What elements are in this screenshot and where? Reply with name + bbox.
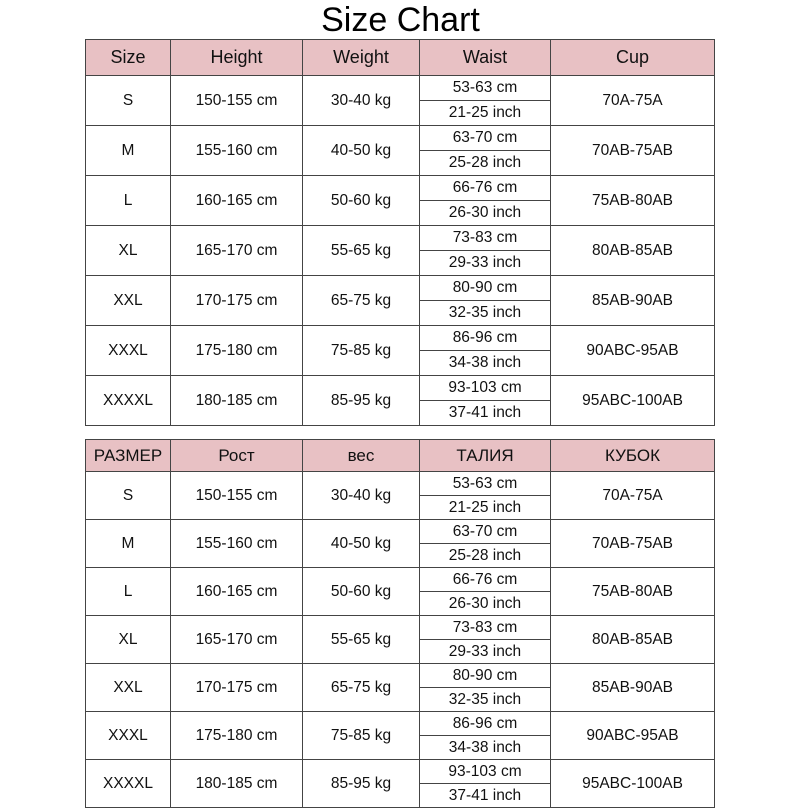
cell-weight: 85-95 kg [303,376,420,426]
cell-cup: 70AB-75AB [551,126,715,176]
cell-waist-cm: 73-83 cm [420,226,551,251]
cell-weight: 40-50 kg [303,520,420,568]
cell-height: 155-160 cm [171,126,303,176]
table-row [86,226,715,251]
table-row [86,176,715,201]
cell-cup: 70A-75A [551,76,715,126]
cell-height: 165-170 cm [171,226,303,276]
cell-waist-cm: 63-70 cm [420,520,551,544]
size-chart-russian [85,439,715,808]
cell-height: 150-155 cm [171,76,303,126]
cell-size: M [86,126,171,176]
cell-waist-inch: 34-38 inch [420,351,551,376]
table-row [86,616,715,640]
header-height: Рост [171,440,303,472]
cell-waist-inch: 37-41 inch [420,784,551,808]
header-waist: ТАЛИЯ [420,440,551,472]
cell-height: 175-180 cm [171,326,303,376]
cell-waist-cm: 93-103 cm [420,376,551,401]
table-row [86,712,715,736]
cell-height: 175-180 cm [171,712,303,760]
table-row [86,664,715,688]
cell-size: L [86,568,171,616]
cell-weight: 75-85 kg [303,326,420,376]
cell-weight: 30-40 kg [303,472,420,520]
cell-size: XXL [86,276,171,326]
cell-waist-cm: 80-90 cm [420,276,551,301]
cell-weight: 55-65 kg [303,616,420,664]
cell-waist-cm: 53-63 cm [420,76,551,101]
page-title: Size Chart [321,1,480,39]
table-row [86,520,715,544]
cell-size: XXXXL [86,760,171,808]
cell-weight: 65-75 kg [303,276,420,326]
cell-cup: 80AB-85AB [551,226,715,276]
cell-size: XXL [86,664,171,712]
cell-waist-inch: 37-41 inch [420,401,551,426]
cell-weight: 30-40 kg [303,76,420,126]
cell-cup: 90ABC-95AB [551,712,715,760]
cell-waist-inch: 32-35 inch [420,688,551,712]
cell-waist-cm: 53-63 cm [420,472,551,496]
header-cup: Cup [551,40,715,76]
header-weight: Weight [303,40,420,76]
cell-size: XXXL [86,326,171,376]
cell-waist-cm: 66-76 cm [420,176,551,201]
cell-waist-cm: 63-70 cm [420,126,551,151]
table-row [86,276,715,301]
cell-cup: 75AB-80AB [551,176,715,226]
cell-height: 160-165 cm [171,176,303,226]
cell-waist-inch: 26-30 inch [420,592,551,616]
cell-weight: 50-60 kg [303,176,420,226]
cell-cup: 70A-75A [551,472,715,520]
cell-weight: 85-95 kg [303,760,420,808]
cell-waist-inch: 29-33 inch [420,640,551,664]
header-size: РАЗМЕР [86,440,171,472]
size-chart-english [85,39,715,426]
cell-weight: 50-60 kg [303,568,420,616]
table-row [86,76,715,101]
cell-waist-inch: 21-25 inch [420,496,551,520]
cell-waist-inch: 25-28 inch [420,151,551,176]
cell-size: L [86,176,171,226]
cell-size: XXXXL [86,376,171,426]
cell-height: 150-155 cm [171,472,303,520]
cell-height: 180-185 cm [171,760,303,808]
cell-height: 160-165 cm [171,568,303,616]
cell-cup: 75AB-80AB [551,568,715,616]
cell-cup: 95ABC-100AB [551,760,715,808]
cell-waist-cm: 86-96 cm [420,712,551,736]
cell-cup: 85AB-90AB [551,664,715,712]
cell-waist-cm: 86-96 cm [420,326,551,351]
cell-size: XL [86,226,171,276]
table-row [86,126,715,151]
cell-waist-inch: 25-28 inch [420,544,551,568]
cell-cup: 85AB-90AB [551,276,715,326]
cell-waist-cm: 93-103 cm [420,760,551,784]
cell-cup: 95ABC-100AB [551,376,715,426]
header-weight: вес [303,440,420,472]
cell-weight: 55-65 kg [303,226,420,276]
cell-height: 170-175 cm [171,276,303,326]
header-size: Size [86,40,171,76]
cell-waist-cm: 66-76 cm [420,568,551,592]
table-row [86,326,715,351]
cell-height: 155-160 cm [171,520,303,568]
cell-size: S [86,472,171,520]
header-row [86,40,715,76]
cell-weight: 65-75 kg [303,664,420,712]
cell-size: XL [86,616,171,664]
header-cup: КУБОК [551,440,715,472]
cell-weight: 40-50 kg [303,126,420,176]
cell-size: M [86,520,171,568]
header-waist: Waist [420,40,551,76]
cell-cup: 80AB-85AB [551,616,715,664]
cell-waist-cm: 80-90 cm [420,664,551,688]
cell-height: 165-170 cm [171,616,303,664]
header-row [86,440,715,472]
cell-weight: 75-85 kg [303,712,420,760]
table-row [86,472,715,496]
cell-cup: 70AB-75AB [551,520,715,568]
table-row [86,376,715,401]
cell-waist-inch: 21-25 inch [420,101,551,126]
cell-cup: 90ABC-95AB [551,326,715,376]
cell-height: 170-175 cm [171,664,303,712]
cell-waist-inch: 32-35 inch [420,301,551,326]
header-height: Height [171,40,303,76]
table-row [86,760,715,784]
cell-size: S [86,76,171,126]
cell-height: 180-185 cm [171,376,303,426]
cell-size: XXXL [86,712,171,760]
cell-waist-inch: 26-30 inch [420,201,551,226]
table-row [86,568,715,592]
cell-waist-inch: 34-38 inch [420,736,551,760]
cell-waist-inch: 29-33 inch [420,251,551,276]
cell-waist-cm: 73-83 cm [420,616,551,640]
